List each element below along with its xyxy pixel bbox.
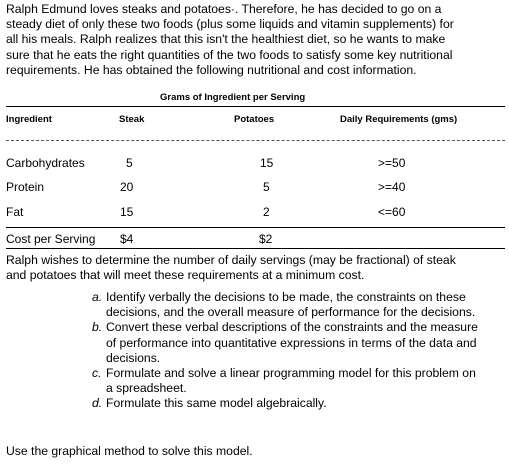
task-label: a.: [92, 290, 103, 304]
row-potatoes: 15: [260, 156, 274, 170]
task-item: [92, 320, 478, 335]
row-steak: 15: [120, 205, 134, 219]
row-potatoes: 2: [263, 205, 270, 219]
table-group-header: Grams of Ingredient per Serving: [160, 92, 306, 103]
wish-line: and potatoes that will meet these requirements at a minimum cost.: [6, 268, 365, 283]
row-requirement: >=40: [378, 180, 406, 194]
wish-paragraph: [6, 253, 506, 283]
row-steak: 5: [126, 156, 133, 170]
cost-top-rule: [6, 227, 505, 228]
intro-line: steady diet of only these two foods (plus some liquids and vitamin supplements) for: [6, 17, 454, 32]
task-text: Formulate and solve a linear programming model for this problem on: [106, 366, 476, 381]
row-ingredient: Fat: [6, 205, 24, 219]
intro-line: all his meals. Ralph realizes that this isn't the healthiest diet, so he wants to make: [6, 32, 446, 47]
task-text: a spreadsheet.: [106, 381, 187, 396]
row-requirement: >=50: [378, 156, 406, 170]
row-requirement: <=60: [378, 205, 406, 219]
task-label: d.: [92, 396, 103, 411]
row-ingredient: Protein: [6, 180, 45, 194]
header-steak: Steak: [119, 114, 145, 125]
intro-paragraph: [6, 2, 506, 78]
task-text: of performance into quantitative expressions in terms of the data and: [106, 335, 477, 350]
header-potatoes: Potatoes: [234, 114, 275, 125]
cost-label: Cost per Serving: [6, 232, 96, 246]
task-label: b.: [92, 320, 103, 335]
intro-line: Ralph Edmund loves steaks and potatoes·. Therefore, he has decided to go on a: [6, 2, 442, 16]
task-label: c.: [92, 366, 102, 381]
task-item: [92, 366, 478, 381]
task-text: Convert these verbal descriptions of the constraints and the measure: [106, 320, 478, 335]
intro-line: requirements. He has obtained the following nutritional and cost information.: [6, 62, 417, 77]
cost-potatoes: $2: [259, 232, 273, 246]
task-list: [92, 290, 478, 412]
header-ingredient: Ingredient: [6, 114, 52, 125]
wish-line: Ralph wishes to determine the number of daily servings (may be fractional) of steak: [6, 253, 456, 267]
task-text: decisions.: [106, 350, 161, 365]
task-text: Formulate this same model algebraically.: [106, 396, 327, 411]
row-potatoes: 5: [263, 180, 270, 194]
header-requirements: Daily Requirements (gms): [340, 114, 458, 125]
table-header-rule: [6, 140, 505, 141]
task-text: decisions, and the overall measure of performance for the decisions.: [106, 305, 476, 320]
table-bottom-rule: [6, 248, 505, 249]
closing-instruction: Use the graphical method to solve this model.: [6, 444, 253, 458]
row-steak: 20: [120, 180, 134, 194]
task-item: [92, 290, 478, 305]
table-top-rule: [6, 106, 505, 107]
row-ingredient: Carbohydrates: [6, 156, 85, 170]
intro-line: sure that he eats the right quantities of the two foods to satisfy some key nutritional: [6, 47, 453, 62]
task-text: Identify verbally the decisions to be made, the constraints on these: [106, 290, 466, 304]
cost-steak: $4: [120, 232, 134, 246]
task-item: [92, 396, 478, 411]
